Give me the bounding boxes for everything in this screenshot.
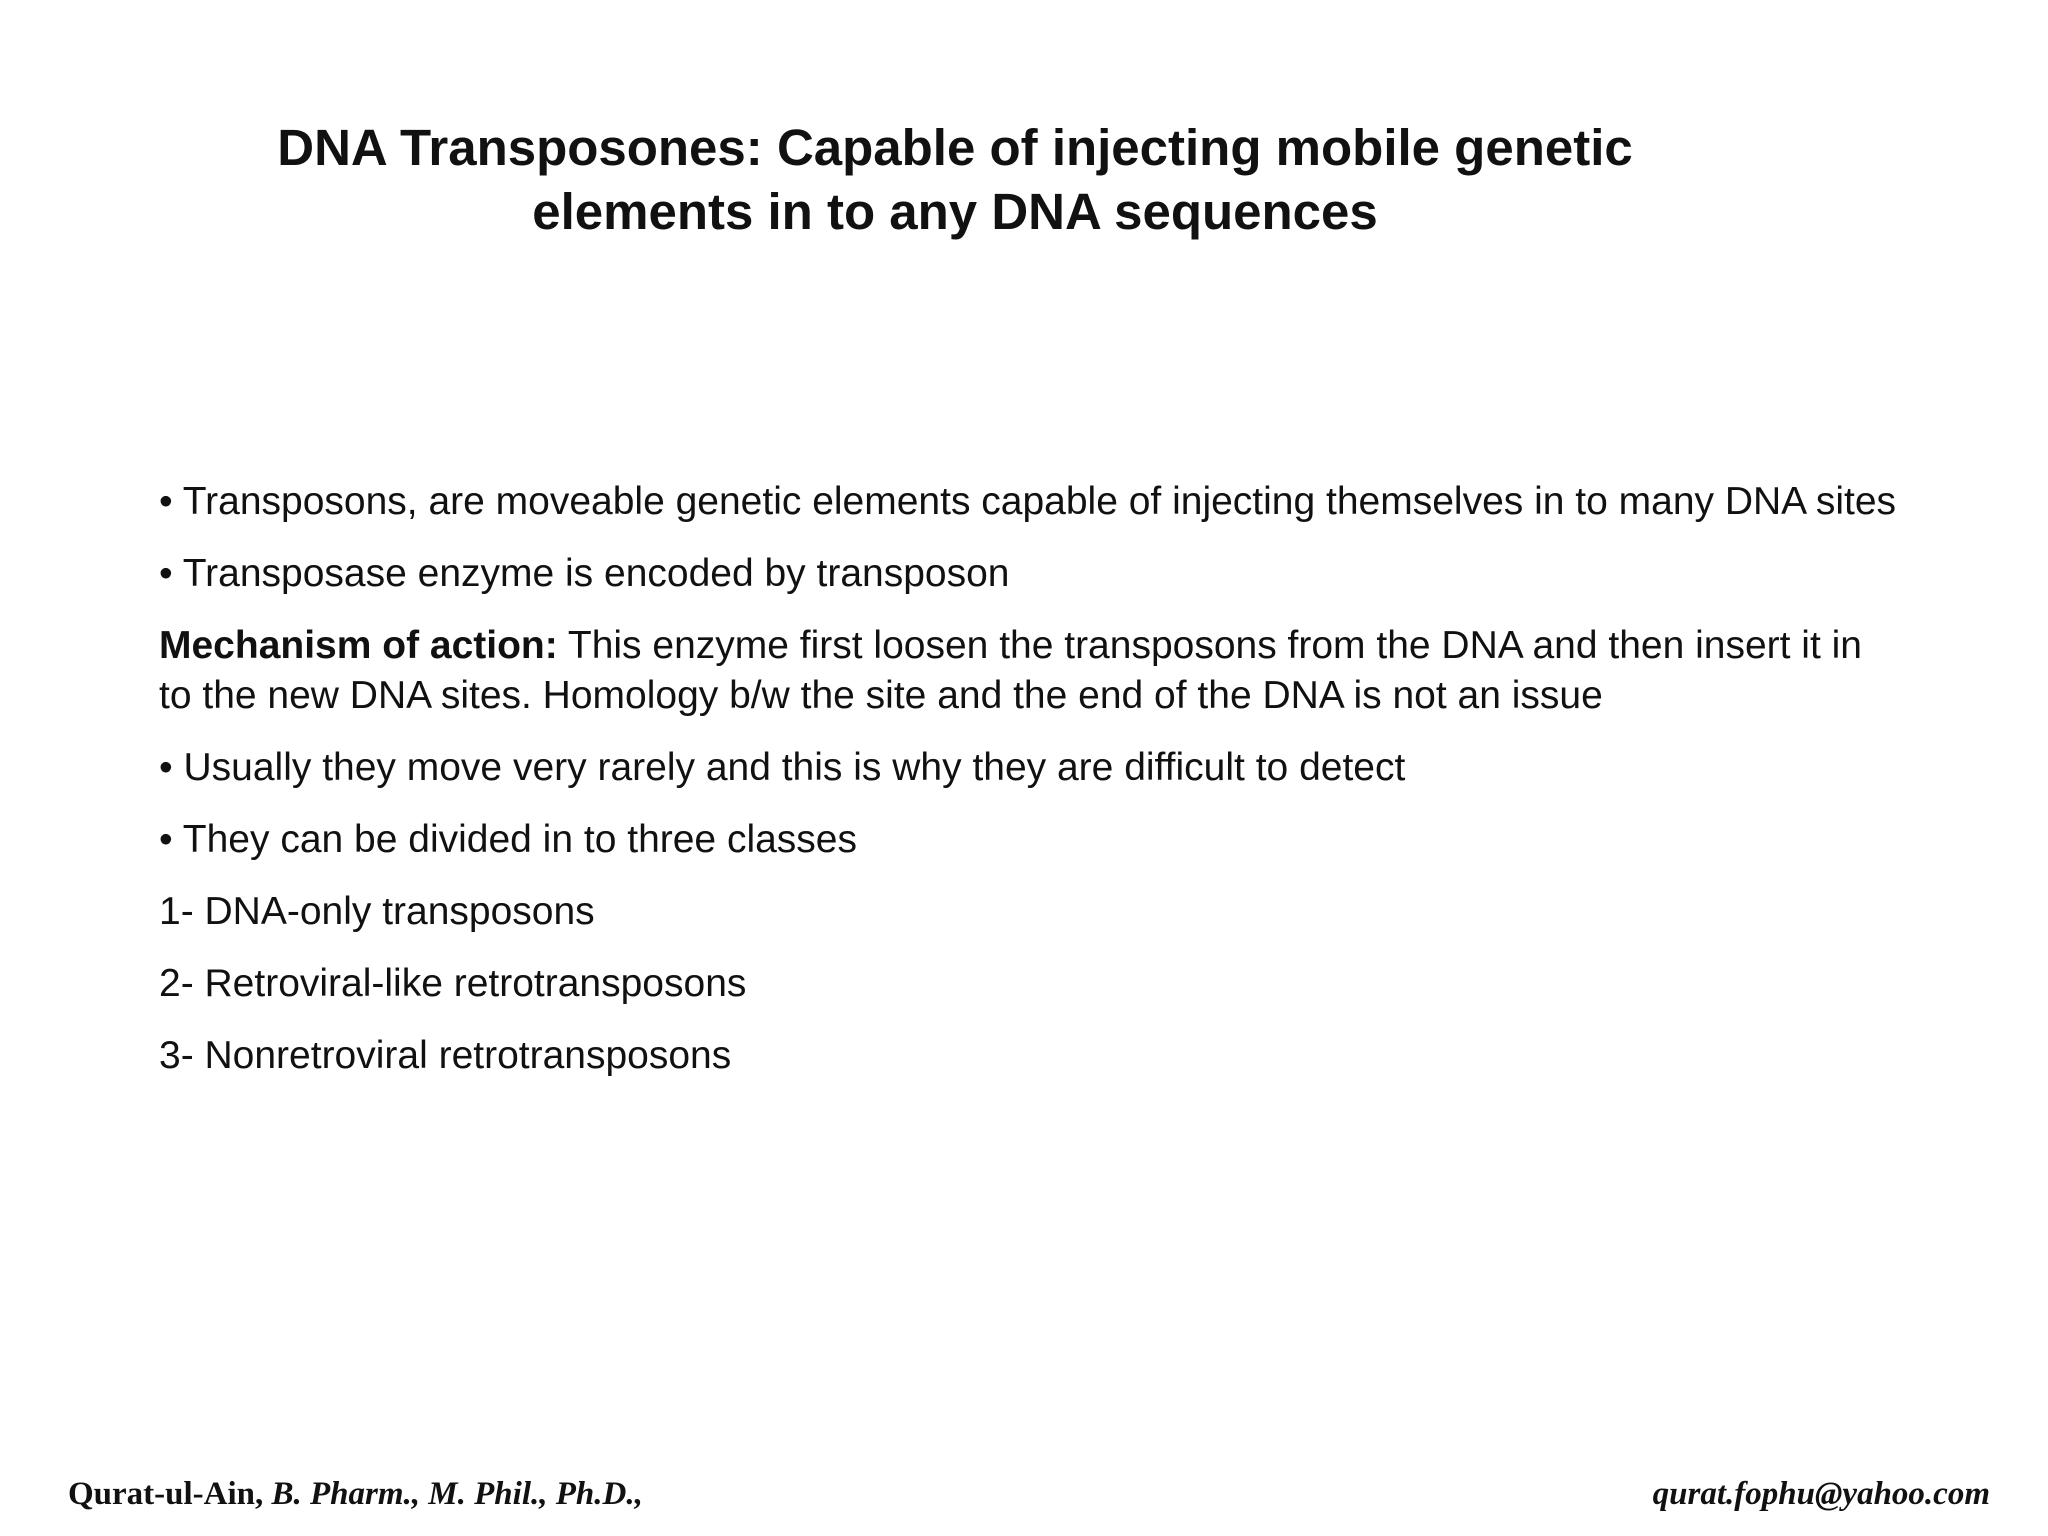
author-name: Qurat-ul-Ain, [68,1476,264,1512]
bullet-three-classes: • They can be divided in to three classes [159,818,858,861]
bullet-transposase-enzyme: • Transposase enzyme is encoded by transposon [159,552,1010,595]
footer-author [68,1476,643,1513]
class-item-3: 3- Nonretroviral retrotransposons [159,1034,732,1077]
mechanism-paragraph [159,621,1899,721]
slide-body [159,477,1899,1081]
author-credentials: B. Pharm., M. Phil., Ph.D., [263,1476,643,1512]
slide-title-line-2: elements in to any DNA sequences [532,183,1378,240]
class-item-1: 1- DNA-only transposons [159,890,595,933]
bullet-transposons-definition: • Transposons, are moveable genetic elements capable of injecting themselves in to many DNA sites [159,480,1897,523]
footer-email: qurat.fophu@yahoo.com [1652,1476,1990,1512]
bullet-rarely-move: • Usually they move very rarely and this is why they are difficult to detect [159,746,1406,789]
class-item-2: 2- Retroviral-like retrotransposons [159,962,747,1005]
mechanism-text: This enzyme first loosen the transposons from the DNA and then insert it in to the new DNA sites. Homology b/w the site and the end of the DNA is not an issue [159,624,1862,717]
slide-title [200,116,1710,244]
slide-title-line-1: DNA Transposones: Capable of injecting mobile genetic [277,119,1633,176]
mechanism-label: Mechanism of action: [159,624,558,667]
